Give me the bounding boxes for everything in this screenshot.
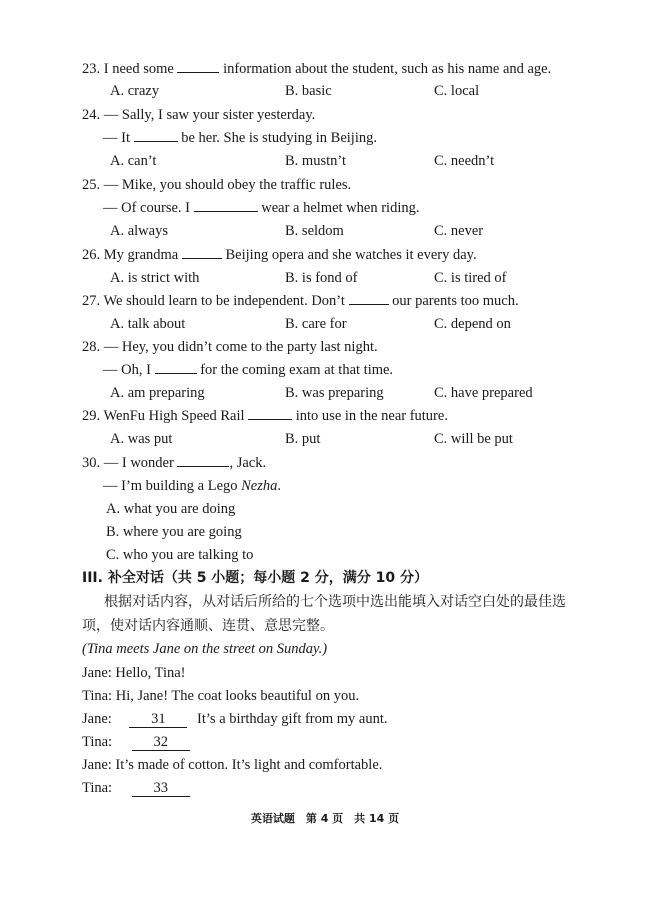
question-text: My grandma [103, 247, 179, 263]
speaker: Tina: [82, 688, 113, 704]
option-b[interactable]: B. mustn’t [285, 153, 346, 169]
question-28-line2 [103, 361, 393, 379]
question-25-line2 [103, 199, 419, 217]
dialogue-line [82, 710, 388, 728]
question-number: 30. [82, 455, 101, 471]
question-text: Beijing opera and she watches it every day. [225, 247, 477, 263]
dialogue-line [82, 756, 382, 774]
question-26 [82, 246, 477, 264]
question-text: — Mike, you should obey the traffic rules. [103, 177, 352, 193]
section-instruction: 项，使对话内容通顺、连贯、意思完整。 [82, 618, 334, 634]
option-c[interactable]: C. have prepared [434, 385, 533, 401]
question-27 [82, 292, 519, 310]
speaker: Tina: [82, 780, 113, 796]
question-text: — It [103, 130, 130, 146]
question-number: 26. [82, 247, 101, 263]
question-text: into use in the near future. [295, 408, 448, 424]
option-b[interactable]: B. care for [285, 316, 347, 332]
option-b[interactable]: B. was preparing [285, 385, 384, 401]
option-a[interactable]: A. can’t [110, 153, 157, 169]
option-c[interactable]: C. who you are talking to [106, 547, 254, 563]
question-number: 29. [82, 408, 101, 424]
answer-blank[interactable] [177, 60, 219, 73]
option-c[interactable]: C. needn’t [434, 153, 495, 169]
option-b[interactable]: B. put [285, 431, 321, 447]
answer-blank[interactable] [182, 246, 222, 259]
dialogue-line [82, 687, 359, 705]
dialogue-blank[interactable]: 31 [129, 712, 187, 728]
option-b[interactable]: B. basic [285, 83, 332, 99]
section-instruction: 根据对话内容，从对话后所给的七个选项中选出能填入对话空白处的最佳选 [104, 594, 566, 610]
speaker: Jane: [82, 665, 112, 681]
option-a[interactable]: A. is strict with [110, 270, 200, 286]
dialogue-line [82, 733, 190, 751]
option-a[interactable]: A. am preparing [110, 385, 205, 401]
dialogue-blank[interactable]: 33 [132, 781, 190, 797]
question-text: We should learn to be independent. Don’t [103, 293, 345, 309]
question-text: our parents too much. [392, 293, 519, 309]
option-b[interactable]: B. is fond of [285, 270, 358, 286]
answer-blank[interactable] [155, 361, 197, 374]
question-23 [82, 60, 551, 78]
question-text-italic: Nezha [241, 478, 278, 494]
question-number: 28. [82, 339, 101, 355]
question-30-line2 [103, 477, 281, 495]
dialogue-line [82, 779, 190, 797]
answer-blank[interactable] [134, 129, 178, 142]
dialogue-blank[interactable]: 32 [132, 735, 190, 751]
question-number: 24. [82, 107, 101, 123]
page-footer: 英语试题 第 4 页 共 14 页 [250, 812, 400, 825]
question-28 [82, 338, 378, 356]
question-text: — I’m building a Lego [103, 478, 238, 494]
question-text: be her. She is studying in Beijing. [181, 130, 377, 146]
question-number: 25. [82, 177, 101, 193]
question-text: — Sally, I saw your sister yesterday. [103, 107, 316, 123]
option-c[interactable]: C. depend on [434, 316, 511, 332]
question-text: — Oh, I [103, 362, 151, 378]
answer-blank[interactable] [349, 292, 389, 305]
question-text: WenFu High Speed Rail [103, 408, 245, 424]
dialogue-text: It’s made of cotton. It’s light and comfortable. [115, 757, 383, 773]
question-text: — I wonder [103, 455, 174, 471]
period: . [277, 478, 282, 494]
option-b[interactable]: B. seldom [285, 223, 344, 239]
option-b[interactable]: B. where you are going [106, 524, 242, 540]
question-text: information about the student, such as his name and age. [223, 61, 552, 77]
question-number: 27. [82, 293, 101, 309]
speaker: Jane: [82, 757, 112, 773]
option-a[interactable]: A. what you are doing [106, 501, 236, 517]
question-text: I need some [103, 61, 174, 77]
question-text: — Hey, you didn’t come to the party last night. [103, 339, 378, 355]
question-text: wear a helmet when riding. [261, 200, 420, 216]
speaker: Tina: [82, 734, 113, 750]
question-text: for the coming exam at that time. [200, 362, 394, 378]
section-heading: III. 补全对话（共 5 小题；每小题 2 分，满分 10 分） [82, 570, 429, 586]
option-c[interactable]: C. is tired of [434, 270, 507, 286]
answer-blank[interactable] [194, 199, 258, 212]
question-text: — Of course. I [103, 200, 190, 216]
question-number: 23. [82, 61, 101, 77]
scene-description: (Tina meets Jane on the street on Sunday.) [82, 641, 328, 657]
question-24-line2 [103, 129, 377, 147]
dialogue-text: Hello, Tina! [115, 665, 186, 681]
option-a[interactable]: A. always [110, 223, 168, 239]
dialogue-text: It’s a birthday gift from my aunt. [197, 711, 388, 727]
question-29 [82, 407, 448, 425]
option-a[interactable]: A. talk about [110, 316, 186, 332]
option-c[interactable]: C. will be put [434, 431, 513, 447]
option-a[interactable]: A. was put [110, 431, 173, 447]
question-text: , Jack. [229, 455, 267, 471]
question-24 [82, 106, 315, 124]
answer-blank[interactable] [248, 407, 292, 420]
question-25 [82, 176, 351, 194]
option-c[interactable]: C. local [434, 83, 480, 99]
option-a[interactable]: A. crazy [110, 83, 160, 99]
answer-blank[interactable] [177, 454, 229, 467]
dialogue-text: Hi, Jane! The coat looks beautiful on you. [115, 688, 360, 704]
question-30 [82, 454, 266, 472]
dialogue-line [82, 664, 186, 682]
option-c[interactable]: C. never [434, 223, 484, 239]
speaker: Jane: [82, 711, 112, 727]
